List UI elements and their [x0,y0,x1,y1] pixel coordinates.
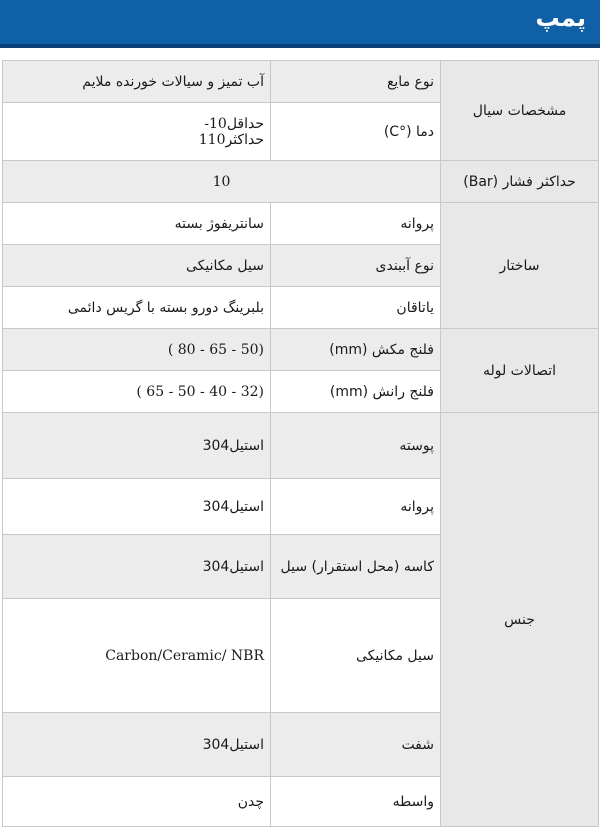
page-title: پمپ [535,4,586,32]
spec-table [2,60,599,827]
table-row [3,61,599,103]
value-mechanical-seal-text: Carbon/Ceramic/ NBR [105,647,264,664]
value-pressure: 10 [3,161,441,203]
value-material-impeller: استیل304 [3,479,271,535]
prop-discharge-flange: فلنج رانش (mm) [271,371,441,413]
prop-mechanical-seal: سیل مکانیکی [271,599,441,713]
prop-shaft: شفت [271,713,441,777]
prop-bearing: یاتاقان [271,287,441,329]
prop-casing: پوسته [271,413,441,479]
value-bearing: بلبرینگ دورو بسته با گریس دائمی [3,287,271,329]
prop-sealing-type: نوع آببندی [271,245,441,287]
value-temperature [3,103,271,161]
value-shaft: استیل304 [3,713,271,777]
table-row [3,161,599,203]
category-material: جنس [441,413,599,827]
table-row [3,203,599,245]
value-mechanical-seal [3,599,271,713]
value-casing: استیل304 [3,413,271,479]
category-structure: ساختار [441,203,599,329]
prop-impeller: پروانه [271,203,441,245]
page-header [0,0,600,48]
prop-liquid-type: نوع مایع [271,61,441,103]
prop-adapter: واسطه [271,777,441,827]
category-fluid: مشخصات سیال [441,61,599,161]
category-pressure: حداکثر فشار (Bar) [441,161,599,203]
value-sealing-type: سیل مکانیکی [3,245,271,287]
prop-suction-flange: فلنج مکش (mm) [271,329,441,371]
value-impeller: سانتریفوژ بسته [3,203,271,245]
table-row [3,413,599,479]
value-seal-housing: استیل304 [3,535,271,599]
value-temp-min: حداقل10- [204,115,264,132]
value-temp-max: حداکثر110 [198,131,264,148]
value-liquid-type: آب تمیز و سیالات خورنده ملایم [3,61,271,103]
value-adapter: چدن [3,777,271,827]
value-suction-flange: (50 - 65 - 80 ) [3,329,271,371]
prop-temperature: دما (°C) [271,103,441,161]
category-pipe: اتصالات لوله [441,329,599,413]
prop-seal-housing: کاسه (محل استقرار) سیل [271,535,441,599]
value-discharge-flange: (32 - 40 - 50 - 65 ) [3,371,271,413]
table-row [3,329,599,371]
prop-material-impeller: پروانه [271,479,441,535]
